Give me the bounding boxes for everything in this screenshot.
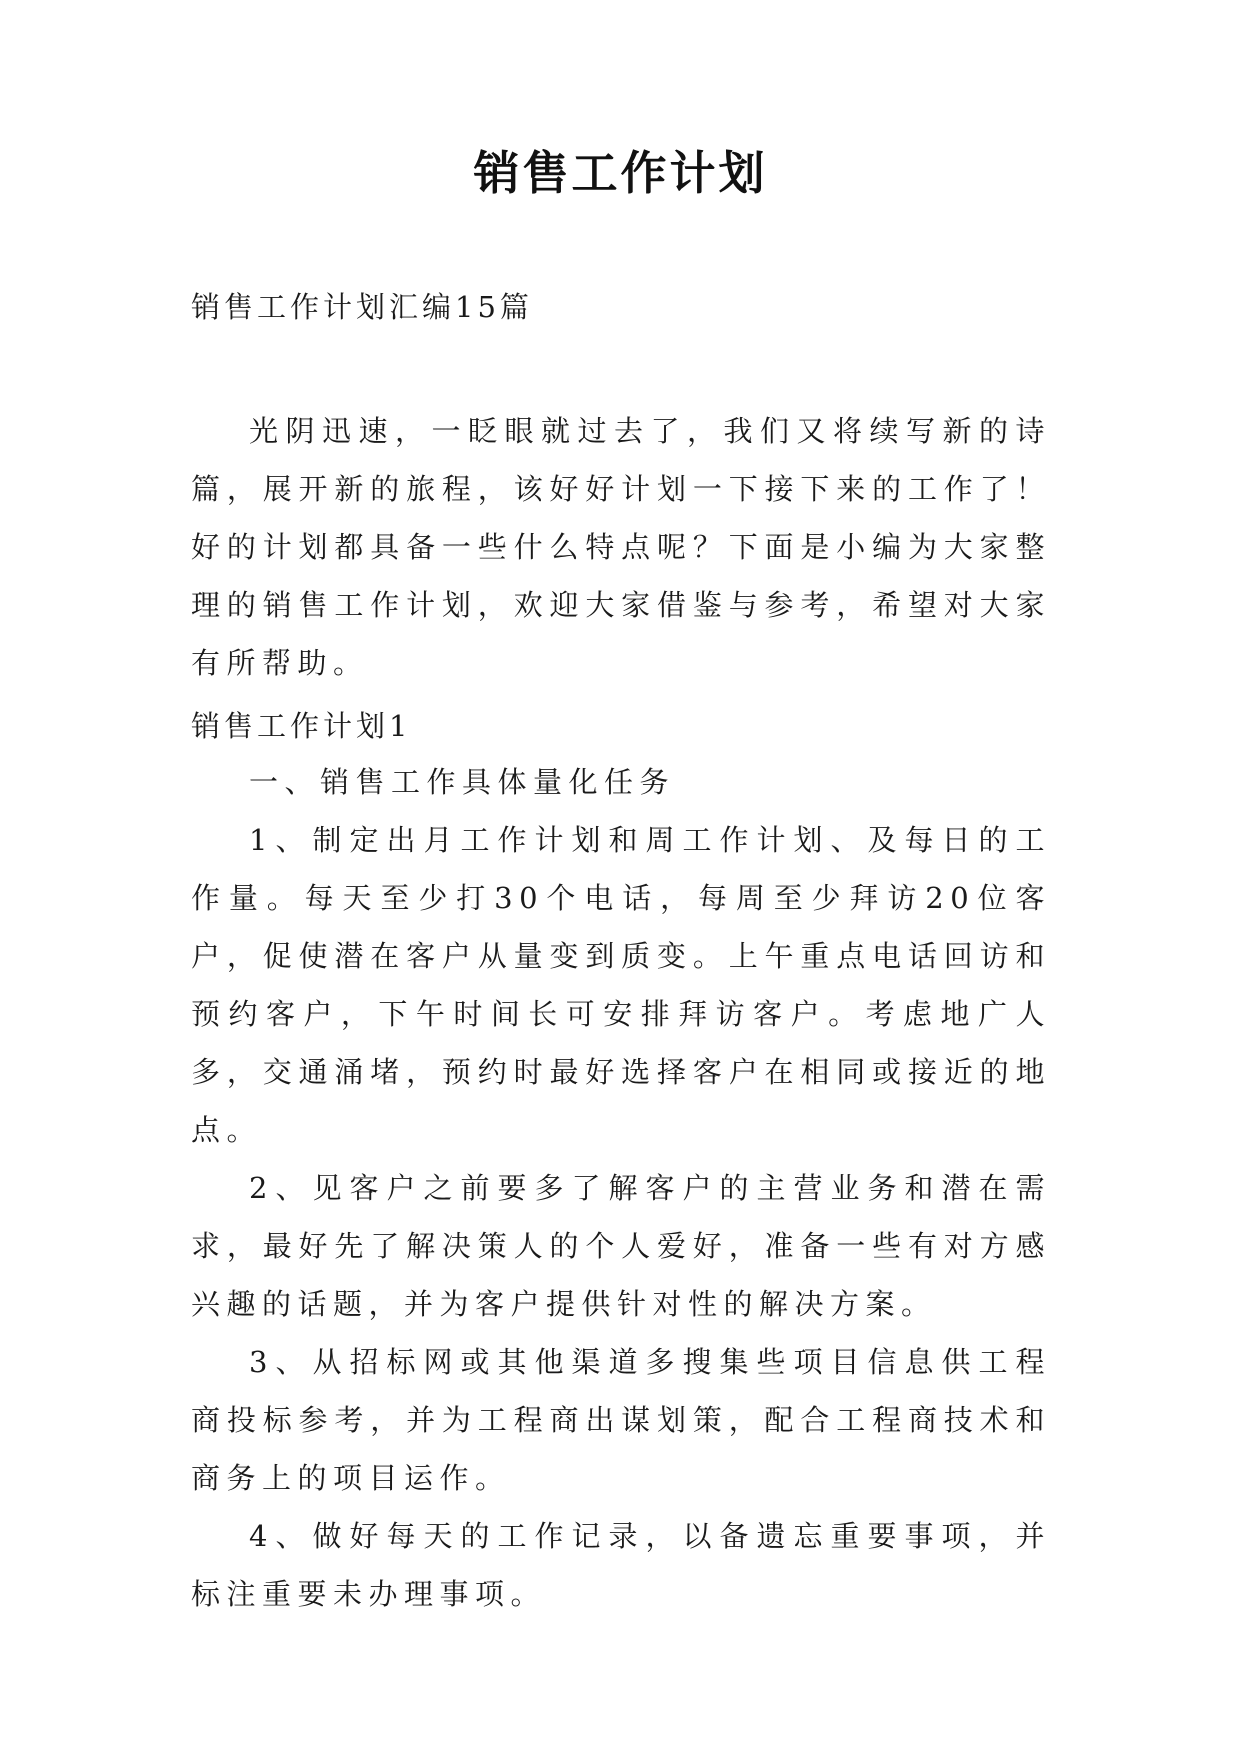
paragraph-item-3: 3、从招标网或其他渠道多搜集些项目信息供工程商投标参考，并为工程商出谋划策，配合工程商技术和商务上的项目运作。 (191, 1345, 1051, 1495)
paragraph-item-4: 4、做好每天的工作记录，以备遗忘重要事项，并标注重要未办理事项。 (191, 1519, 1051, 1611)
section-title: 销售工作计划1 (191, 709, 412, 743)
intro-paragraph: 光阴迅速，一眨眼就过去了，我们又将续写新的诗篇，展开新的旅程，该好好计划一下接下来的工作了！好的计划都具备一些什么特点呢？下面是小编为大家整理的销售工作计划，欢迎大家借鉴与参考，希望对大家有所帮助。 (191, 414, 1051, 680)
document-subtitle: 销售工作计划汇编15篇 (191, 290, 533, 324)
section-content (191, 753, 1051, 1623)
paragraph-item-2: 2、见客户之前要多了解客户的主营业务和潜在需求，最好先了解决策人的个人爱好，准备一些有对方感兴趣的话题，并为客户提供针对性的解决方案。 (191, 1171, 1051, 1321)
page-title: 销售工作计划 (473, 146, 768, 200)
paragraph-heading: 一、销售工作具体量化任务 (249, 765, 676, 799)
intro-section (191, 402, 1051, 692)
paragraph-item-1: 1、制定出月工作计划和周工作计划、及每日的工作量。每天至少打30个电话，每周至少拜访20位客户，促使潜在客户从量变到质变。上午重点电话回访和预约客户，下午时间长可安排拜访客户。考虑地广人多，交通涌堵，预约时最好选择客户在相同或接近的地点。 (191, 823, 1051, 1147)
